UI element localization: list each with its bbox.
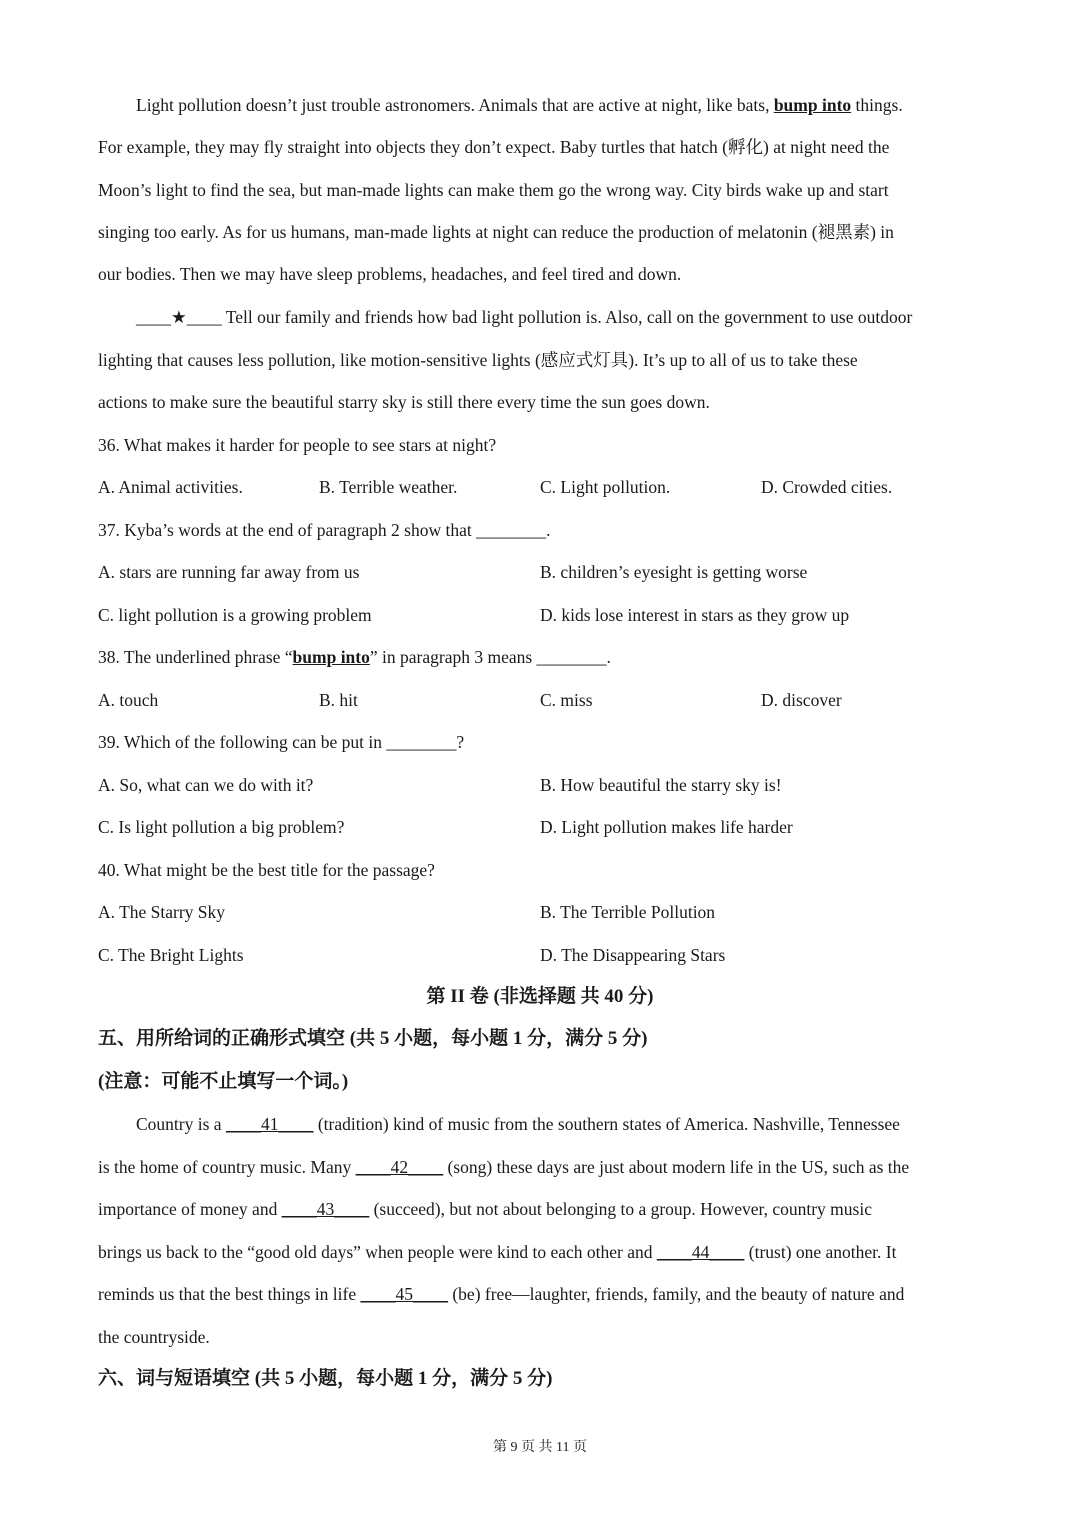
option-c: C. miss [540, 690, 593, 710]
text: reminds us that the best things in life [98, 1284, 361, 1304]
passage-line: singing too early. As for us humans, man-made lights at night can reduce the production of melatonin (褪黑素) in [98, 222, 894, 242]
numbered-blank: ____41____ [225, 1114, 314, 1134]
option-b: B. Terrible weather. [319, 477, 458, 497]
answer-blank: ________ [386, 732, 457, 752]
passage-line [136, 305, 912, 329]
text: (trust) one another. It [744, 1242, 897, 1262]
option-a: A. Animal activities. [98, 477, 243, 497]
question-stem [98, 645, 611, 669]
passage-line: Moon’s light to find the sea, but man-made lights can make them go the wrong way. City birds wake up and start [98, 180, 889, 200]
text: 39. Which of the following can be put in [98, 732, 387, 752]
passage-line [136, 1112, 900, 1136]
passage-line: lighting that causes less pollution, like motion-sensitive lights (感应式灯具). It’s up to all of us to take these [98, 350, 858, 370]
answer-blank: ________ [476, 520, 547, 540]
question-stem: 40. What might be the best title for the passage? [98, 860, 435, 880]
page-footer: 第 9 页 共 11 页 [493, 1440, 587, 1455]
text: 37. Kyba’s words at the end of paragraph 2 show that [98, 520, 477, 540]
text: . [606, 647, 611, 667]
passage-line [98, 1197, 872, 1221]
passage-line [98, 1282, 904, 1306]
option-b: B. hit [319, 690, 358, 710]
passage-line: our bodies. Then we may have sleep problems, headaches, and feel tired and down. [98, 264, 682, 284]
part-title: 第 II 卷 (非选择题 共 40 分) [426, 986, 654, 1007]
text: brings us back to the “good old days” when people were kind to each other and [98, 1242, 657, 1262]
passage-line [136, 93, 903, 117]
text: Tell our family and friends how bad light pollution is. Also, call on the government to use outdoor [221, 307, 913, 327]
answer-blank: ________ [536, 647, 607, 667]
text: (be) free—laughter, friends, family, and the beauty of nature and [447, 1284, 905, 1304]
text: is the home of country music. Many [98, 1157, 356, 1177]
numbered-blank: ____44____ [656, 1242, 745, 1262]
passage-line [98, 1155, 909, 1179]
option-a: A. So, what can we do with it? [98, 775, 314, 795]
section-title: 五、用所给词的正确形式填空 (共 5 小题，每小题 1 分，满分 5 分) [98, 1028, 648, 1049]
passage-line [98, 1240, 896, 1264]
passage-line: the countryside. [98, 1327, 210, 1347]
option-c: C. Light pollution. [540, 477, 671, 497]
option-d: D. The Disappearing Stars [540, 945, 726, 965]
section-title: 六、词与短语填空 (共 5 小题，每小题 1 分，满分 5 分) [98, 1368, 553, 1389]
option-d: D. discover [761, 690, 842, 710]
text: ” in paragraph 3 means [369, 647, 537, 667]
option-a: A. The Starry Sky [98, 902, 226, 922]
text: (succeed), but not about belonging to a group. However, country music [369, 1199, 872, 1219]
star-blank: ____★____ [136, 307, 222, 327]
text: (song) these days are just about modern life in the US, such as the [443, 1157, 910, 1177]
text: Light pollution doesn’t just trouble astronomers. Animals that are active at night, like bats, [136, 95, 774, 115]
numbered-blank: ____45____ [360, 1284, 448, 1304]
option-c: C. The Bright Lights [98, 945, 244, 965]
option-b: B. How beautiful the starry sky is! [540, 775, 782, 795]
option-c: C. light pollution is a growing problem [98, 605, 372, 625]
text: 38. The underlined phrase “ [98, 647, 293, 667]
option-b: B. The Terrible Pollution [540, 902, 716, 922]
text: Country is a [136, 1114, 226, 1134]
option-a: A. stars are running far away from us [98, 562, 360, 582]
underlined-phrase: bump into [292, 647, 370, 667]
underlined-phrase: bump into [773, 95, 852, 115]
option-b: B. children’s eyesight is getting worse [540, 562, 808, 582]
option-d: D. Crowded cities. [761, 477, 893, 497]
numbered-blank: ____43____ [281, 1199, 370, 1219]
question-stem [98, 730, 464, 754]
text: importance of money and [98, 1199, 282, 1219]
section-note: (注意：可能不止填写一个词。) [98, 1071, 349, 1092]
text: . [546, 520, 551, 540]
option-a: A. touch [98, 690, 159, 710]
text: things. [851, 95, 903, 115]
passage-line: actions to make sure the beautiful starry sky is still there every time the sun goes down. [98, 392, 710, 412]
question-stem: 36. What makes it harder for people to see stars at night? [98, 435, 497, 455]
text: (tradition) kind of music from the southern states of America. Nashville, Tennessee [313, 1114, 900, 1134]
question-stem [98, 518, 550, 542]
passage-line: For example, they may fly straight into objects they don’t expect. Baby turtles that hatch (孵化) at night need the [98, 137, 890, 157]
option-d: D. Light pollution makes life harder [540, 817, 793, 837]
option-c: C. Is light pollution a big problem? [98, 817, 345, 837]
option-d: D. kids lose interest in stars as they grow up [540, 605, 850, 625]
text: ? [456, 732, 465, 752]
numbered-blank: ____42____ [355, 1157, 444, 1177]
